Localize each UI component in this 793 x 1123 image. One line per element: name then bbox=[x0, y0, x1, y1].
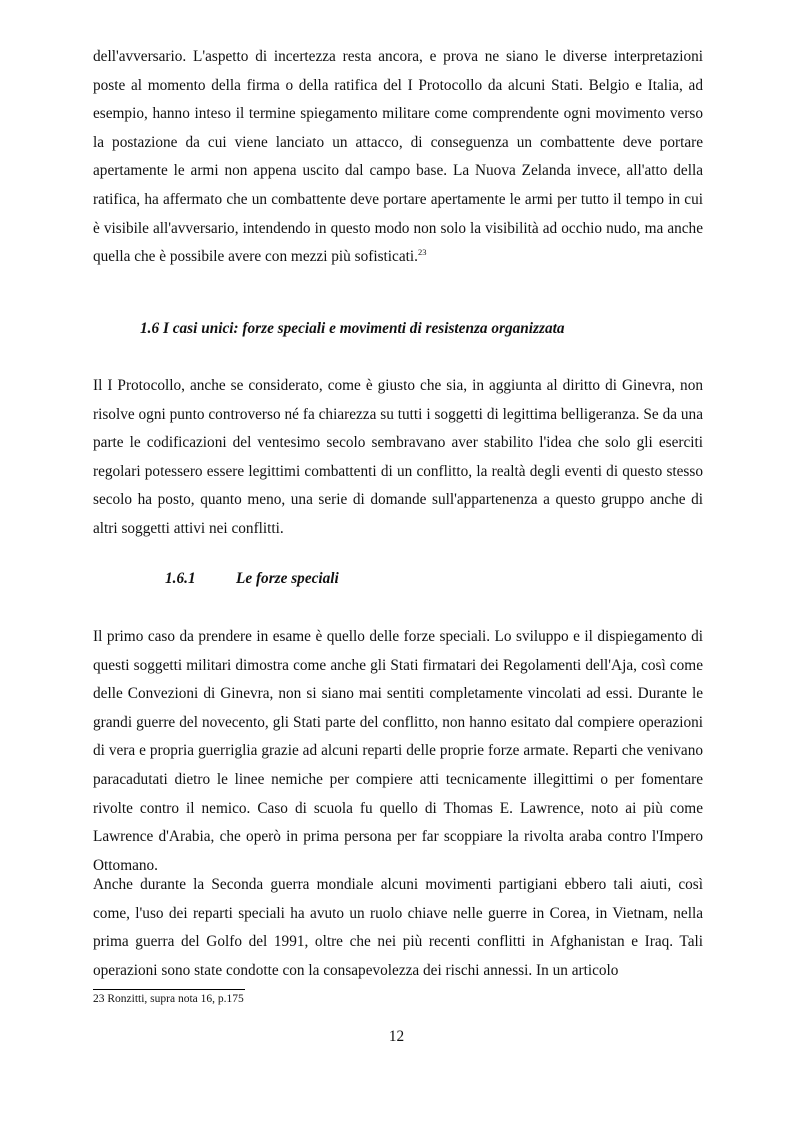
footnote-reference[interactable]: 23 bbox=[417, 247, 427, 258]
footnote: 23 Ronzitti, supra nota 16, p.175 bbox=[93, 993, 244, 1005]
page-number: 12 bbox=[388, 1028, 405, 1045]
subsection-number: 1.6.1 bbox=[165, 570, 196, 587]
section-title: I casi unici: forze speciali e movimenti di resistenza organizzata bbox=[162, 320, 565, 337]
body-paragraph: Anche durante la Seconda guerra mondiale alcuni movimenti partigiani ebbero tali aiuti, così come, l'uso dei reparti speciali ha avuto un ruolo chiave nelle guerre in Corea, in Vietnam, nella prima guerra del Golfo del 1991, oltre che nei più recenti conflitti in Afghanistan e Iraq. Tali operazioni sono state condotte con la consapevolezza dei rischi annessi. In un articolo bbox=[93, 876, 703, 979]
subsection-heading bbox=[165, 570, 339, 588]
section-heading bbox=[140, 320, 565, 338]
subsection-title: Le forze speciali bbox=[236, 570, 339, 587]
section-number: 1.6 bbox=[140, 320, 160, 337]
body-paragraph bbox=[93, 43, 703, 272]
body-paragraph: Il primo caso da prendere in esame è quello delle forze speciali. Lo sviluppo e il dispiegamento di questi soggetti militari dimostra come anche gli Stati firmatari dei Regolamenti dell'Aja, così come delle Convezioni di Ginevra, non si siano mai sentiti completamente vincolati ad essi. Durante le grandi guerre del novecento, gli Stati parte del conflitto, non hanno esitato dal compiere operazioni di vera e propria guerriglia grazie ad alcuni reparti delle proprie forze armate. Reparti che venivano paracadutati dietro le linee nemiche per compiere atti tecnicamente illegittimi o per fomentare rivolte contro il nemico. Caso di scuola fu quello di Thomas E. Lawrence, noto ai più come Lawrence d'Arabia, che operò in prima persona per far scoppiare la rivolta araba contro l'Impero Ottomano. bbox=[93, 628, 703, 874]
footnote-divider bbox=[93, 989, 245, 990]
paragraph-text: dell'avversario. L'aspetto di incertezza resta ancora, e prova ne siano le diverse interpretazioni poste al momento della firma o della ratifica del I Protocollo da alcuni Stati. Belgio e Italia, ad esempio, hanno inteso il termine spiegamento militare come comprendente ogni movimento verso la postazione da cui viene lanciato un attacco, di conseguenza un combattente deve portare apertamente le armi non appena uscito dal campo base. La Nuova Zelanda invece, all'atto della ratifica, ha affermato che un combattente deve portare apertamente le armi per tutto il tempo in cui è visibile all'avversario, intendendo in questo modo non solo la visibilità ad occhio nudo, ma anche quella che è possibile avere con mezzi più sofisticati. bbox=[93, 48, 703, 266]
body-paragraph: Il I Protocollo, anche se considerato, come è giusto che sia, in aggiunta al diritto di Ginevra, non risolve ogni punto controverso né fa chiarezza su tutti i soggetti di legittima belligeranza. Se da una parte le codificazioni del ventesimo secolo sembravano aver stabilito l'idea che solo gli eserciti regolari potessero essere legittimi combattenti di un conflitto, la realtà degli eventi di questo stesso secolo ha posto, quanto meno, una serie di domande sull'appartenenza a questo gruppo anche di altri soggetti attivi nei conflitti. bbox=[93, 377, 703, 537]
